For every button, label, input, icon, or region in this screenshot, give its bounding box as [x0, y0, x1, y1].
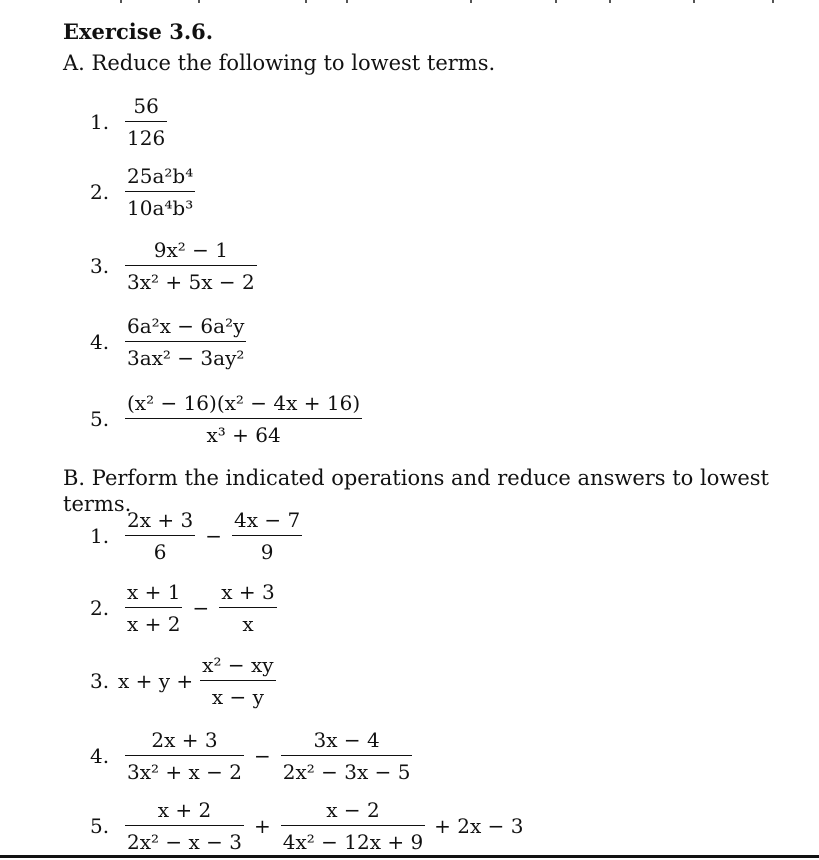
denominator: 9: [260, 540, 274, 564]
problem-number: 2.: [90, 180, 110, 204]
exercise-title: Exercise 3.6.: [63, 19, 214, 44]
problem-a4: [90, 316, 249, 368]
fraction: [278, 800, 428, 852]
denominator: x: [242, 612, 254, 636]
operator: −: [192, 596, 210, 620]
problem-number: 5.: [90, 407, 110, 431]
denominator: 2x² − x − 3: [127, 830, 242, 854]
numerator: 3x − 4: [281, 730, 413, 756]
denominator: 2x² − 3x − 5: [282, 760, 411, 784]
problem-a3: [90, 240, 260, 292]
problem-a1: [90, 96, 170, 148]
fraction: [122, 166, 198, 218]
numerator: 25a²b⁴: [125, 166, 195, 192]
numerator: x + 2: [125, 800, 244, 826]
problem-b5: [90, 800, 524, 852]
fraction: [122, 730, 247, 782]
numerator: x² − xy: [200, 655, 275, 681]
fraction: [122, 510, 198, 562]
section-a-instruction: A. Reduce the following to lowest terms.: [63, 51, 496, 75]
operator: +: [253, 814, 271, 838]
fraction: [216, 582, 279, 634]
bottom-rule: [0, 855, 819, 858]
numerator: x − 2: [281, 800, 425, 826]
numerator: x + 3: [219, 582, 276, 608]
operator: −: [205, 524, 222, 548]
problem-number: 3.: [90, 669, 110, 693]
denominator: 3x² + x − 2: [127, 760, 242, 784]
numerator: 6a²x − 6a²y: [125, 316, 246, 342]
numerator: 2x + 3: [125, 510, 195, 536]
denominator: x − y: [211, 685, 264, 709]
fraction: [122, 96, 170, 148]
fraction: [122, 393, 365, 445]
numerator: (x² − 16)(x² − 4x + 16): [125, 393, 362, 419]
denominator: 6: [153, 540, 167, 564]
problem-number: 4.: [90, 744, 110, 768]
problem-b2: [90, 582, 280, 634]
numerator: 4x − 7: [232, 510, 302, 536]
problem-a2: [90, 166, 198, 218]
problem-number: 1.: [90, 524, 110, 548]
numerator: x + 1: [125, 582, 182, 608]
expression-prefix: x + y +: [118, 669, 194, 693]
fraction: [278, 730, 416, 782]
problem-b1: [90, 510, 305, 562]
fraction: [122, 240, 260, 292]
denominator: 3ax² − 3ay²: [127, 346, 245, 370]
denominator: 4x² − 12x + 9: [282, 830, 424, 854]
fraction: [229, 510, 305, 562]
numerator: 9x² − 1: [125, 240, 257, 266]
numerator: 2x + 3: [125, 730, 244, 756]
problem-a5: [90, 393, 365, 445]
fraction: [122, 582, 185, 634]
denominator: x³ + 64: [206, 423, 281, 447]
operator: −: [253, 744, 271, 768]
problem-b3: [90, 655, 279, 707]
numerator: 56: [125, 96, 167, 122]
fraction: [197, 655, 278, 707]
expression-suffix: + 2x − 3: [434, 814, 524, 838]
denominator: 10a⁴b³: [127, 196, 194, 220]
problem-b4: [90, 730, 415, 782]
problem-number: 1.: [90, 110, 110, 134]
denominator: x + 2: [127, 612, 181, 636]
section-b-instruction: B. Perform the indicated operations and reduce answers to lowest terms.: [63, 466, 769, 516]
problem-number: 4.: [90, 330, 110, 354]
denominator: 126: [127, 126, 166, 150]
problem-number: 5.: [90, 814, 110, 838]
problem-number: 3.: [90, 254, 110, 278]
fraction: [122, 800, 247, 852]
fraction: [122, 316, 249, 368]
top-rule-fragments: [0, 0, 819, 4]
problem-number: 2.: [90, 596, 110, 620]
denominator: 3x² + 5x − 2: [127, 270, 255, 294]
